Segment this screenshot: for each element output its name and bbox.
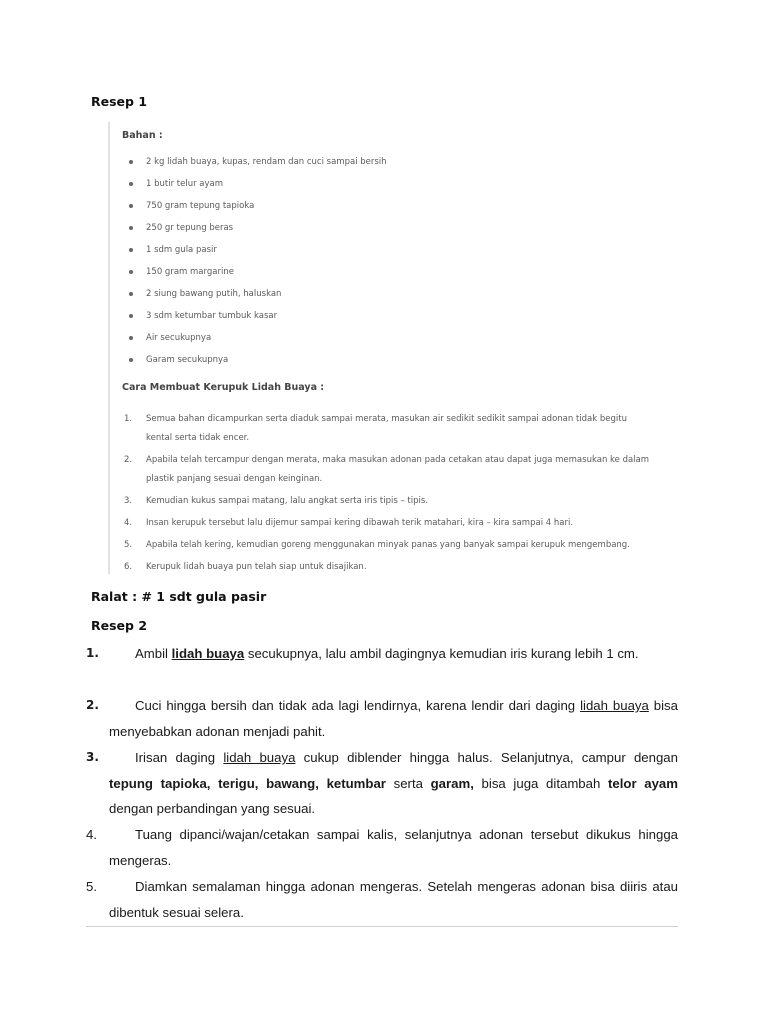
ingredient-item: 3 sdm ketumbar tumbuk kasar	[122, 310, 387, 332]
step-item	[122, 492, 652, 511]
resep-2-step	[86, 874, 678, 925]
step-item	[122, 514, 652, 533]
step-text	[109, 693, 678, 744]
bold-telor-ayam: telor ayam	[608, 775, 678, 791]
step-text: Apabila telah kering, kemudian goreng menggunakan minyak panas yang banyak sampai kerupuk mengembang.	[146, 540, 630, 550]
step-number: 1.	[86, 646, 99, 660]
step-list	[122, 410, 652, 577]
step-number: 3.	[86, 750, 99, 764]
step-number: 3.	[124, 496, 133, 506]
text-span: cukup diblender hingga halus. Selanjutnya, campur dengan	[295, 750, 678, 765]
bold-ingredients: tepung tapioka, terigu, bawang, ketumbar	[109, 775, 386, 791]
lidah-buaya-link[interactable]: lidah buaya	[580, 698, 649, 713]
ingredient-item: 1 sdm gula pasir	[122, 244, 387, 266]
cara-title: Cara Membuat Kerupuk Lidah Buaya :	[122, 382, 325, 393]
ingredient-item: 250 gr tepung beras	[122, 222, 387, 244]
text-span: Cuci hingga bersih dan tidak ada lagi lendirnya, karena lendir dari daging	[135, 698, 581, 713]
step-number: 1.	[124, 414, 133, 424]
step-text: Apabila telah tercampur dengan merata, maka masukan adonan pada cetakan atau dapat juga memasukan ke dalam plastik panjang sesuai dengan keinginan.	[146, 455, 650, 484]
step-text: Kerupuk lidah buaya pun telah siap untuk disajikan.	[146, 562, 367, 572]
resep-1-heading: Resep 1	[91, 94, 148, 109]
step-item	[122, 410, 652, 448]
lidah-buaya-link[interactable]: lidah buaya	[171, 646, 245, 661]
ingredient-item: 750 gram tepung tapioka	[122, 200, 387, 222]
step-number: 6.	[124, 562, 133, 572]
ingredient-item: 1 butir telur ayam	[122, 178, 387, 200]
ingredient-item: Garam secukupnya	[122, 354, 387, 376]
step-number: 4.	[86, 827, 97, 842]
text-span: secukupnya, lalu ambil dagingnya kemudian iris kurang lebih 1 cm.	[244, 646, 639, 661]
step-text: Insan kerupuk tersebut lalu dijemur sampai kering dibawah terik matahari, kira – kira sampai 4 hari.	[146, 518, 574, 528]
ingredient-item: 2 siung bawang putih, haluskan	[122, 288, 387, 310]
text-span: bisa juga ditambah	[473, 775, 608, 791]
resep-2-step	[86, 822, 678, 873]
step-number: 4.	[124, 518, 133, 528]
ingredient-item: Air secukupnya	[122, 332, 387, 354]
step-number: 5.	[124, 540, 133, 550]
ralat-note: Ralat : # 1 sdt gula pasir	[91, 589, 267, 604]
lidah-buaya-link[interactable]: lidah buaya	[223, 750, 296, 765]
step-text: Diamkan semalaman hingga adonan mengeras. Setelah mengeras adonan bisa diiris atau dibentuk sesuai selera.	[109, 879, 678, 920]
bold-garam: garam,	[430, 775, 474, 791]
text-span: Irisan daging	[135, 750, 224, 765]
recipe-1-image	[108, 122, 668, 574]
step-text: Kemudian kukus sampai matang, lalu angkat serta iris tipis – tipis.	[146, 496, 429, 506]
ingredient-item: 2 kg lidah buaya, kupas, rendam dan cuci sampai bersih	[122, 156, 387, 178]
step-item	[122, 536, 652, 555]
step-number: 2.	[124, 455, 133, 465]
ingredient-item: 150 gram margarine	[122, 266, 387, 288]
text-span: Ambil	[135, 646, 172, 661]
step-text: Tuang dipanci/wajan/cetakan sampai kalis, selanjutnya adonan tersebut dikukus hingga mengeras.	[109, 827, 678, 868]
step-text	[109, 641, 678, 667]
resep-2-step	[86, 745, 678, 822]
resep-2-step	[86, 641, 678, 667]
step-number: 2.	[86, 698, 99, 712]
step-item	[122, 451, 652, 489]
bottom-divider	[86, 926, 678, 927]
step-item	[122, 558, 652, 577]
ingredient-list	[122, 156, 387, 376]
text-span: bisa menyebabkan adonan menjadi pahit.	[109, 698, 678, 739]
text-span: dengan perbandingan yang sesuai.	[109, 801, 316, 816]
step-text	[109, 745, 678, 822]
step-text: Semua bahan dicampurkan serta diaduk sampai merata, masukan air sedikit sedikit sampai adonan tidak begitu kental serta tidak encer.	[146, 414, 627, 443]
resep-2-step	[86, 693, 678, 744]
step-number: 5.	[86, 879, 97, 894]
bahan-title: Bahan :	[122, 130, 163, 141]
resep-2-heading: Resep 2	[91, 618, 148, 633]
text-span: serta	[385, 775, 431, 791]
